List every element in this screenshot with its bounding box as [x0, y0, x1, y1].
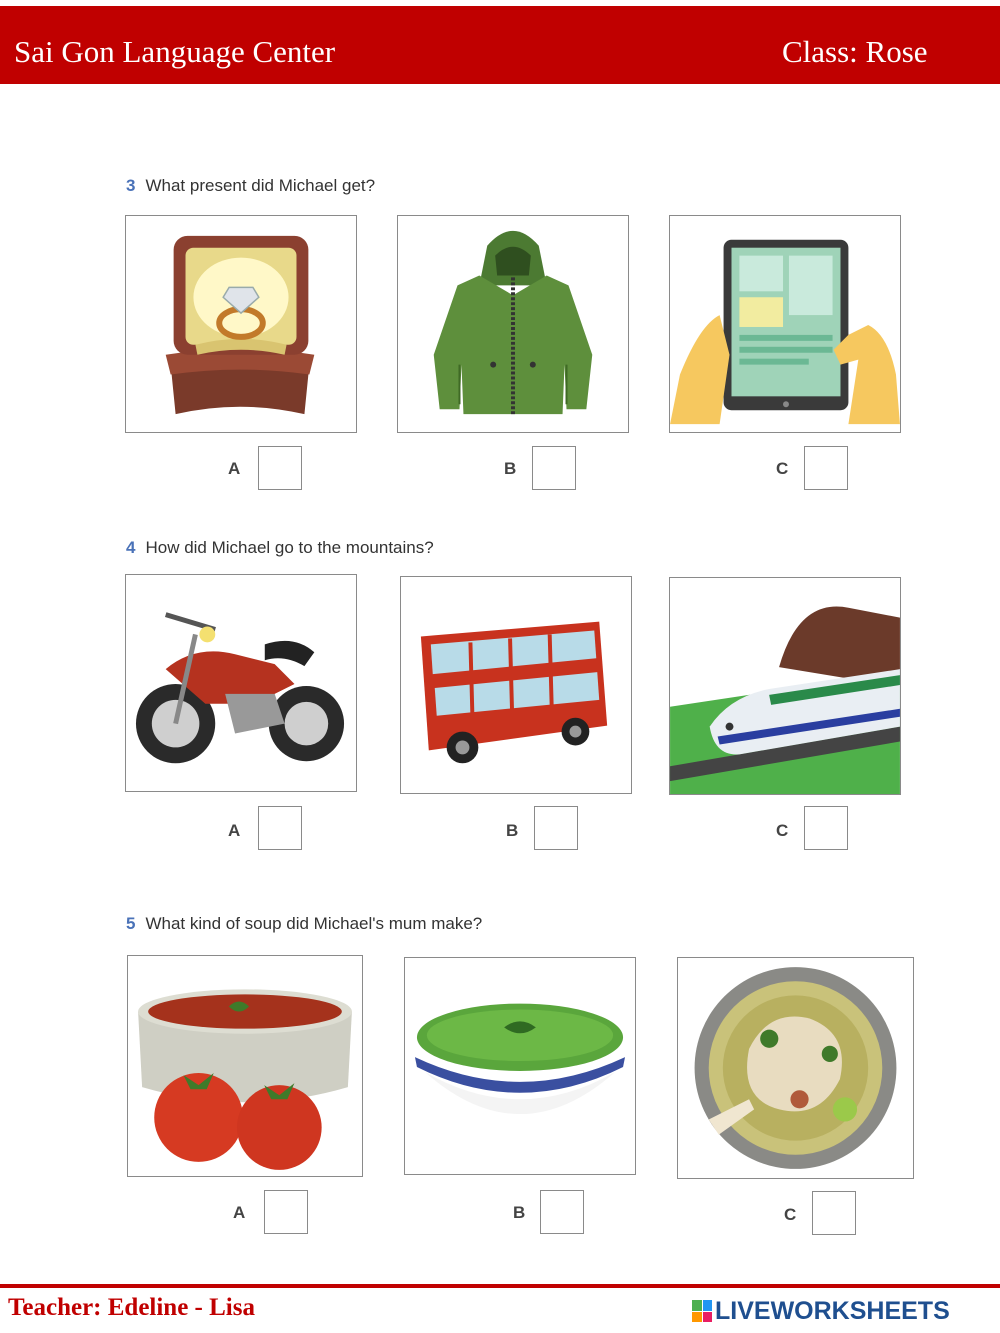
- green-soup-icon: [405, 958, 635, 1174]
- option-a-checkbox[interactable]: [264, 1190, 308, 1234]
- question-4: [118, 534, 930, 864]
- option-a-picture[interactable]: [125, 215, 357, 433]
- header-banner: [0, 6, 1000, 84]
- footer-divider: [0, 1284, 1000, 1288]
- question-text: How did Michael go to the mountains?: [145, 538, 434, 557]
- ring-in-box-icon: [126, 216, 356, 432]
- option-b-picture[interactable]: [404, 957, 636, 1175]
- tablet-icon: [670, 216, 900, 432]
- question-number: 5: [126, 914, 136, 933]
- brand-name: LIVEWORKSHEETS: [715, 1296, 950, 1325]
- question-text: What present did Michael get?: [145, 176, 376, 195]
- question-3-title: [126, 176, 375, 196]
- question-3: [118, 172, 930, 502]
- option-b-picture[interactable]: [397, 215, 629, 433]
- double-decker-bus-icon: [401, 577, 631, 793]
- brand-logo[interactable]: [692, 1296, 950, 1326]
- option-b-checkbox[interactable]: [534, 806, 578, 850]
- option-c-picture[interactable]: [669, 215, 901, 433]
- teacher-name: Teacher: Edeline - Lisa: [8, 1294, 255, 1321]
- option-b-label: B: [513, 1203, 526, 1222]
- option-b-picture[interactable]: [400, 576, 632, 794]
- question-number: 4: [126, 538, 136, 557]
- option-c-label: C: [776, 459, 789, 478]
- option-a-label: A: [233, 1203, 246, 1222]
- option-a-checkbox[interactable]: [258, 446, 302, 490]
- option-c-checkbox[interactable]: [812, 1191, 856, 1235]
- option-a-picture[interactable]: [125, 574, 357, 792]
- question-5: [118, 910, 930, 1245]
- class-name: Class: Rose: [782, 34, 928, 69]
- option-c-checkbox[interactable]: [804, 446, 848, 490]
- option-b-checkbox[interactable]: [532, 446, 576, 490]
- question-text: What kind of soup did Michael's mum make?: [145, 914, 483, 933]
- option-c-label: C: [776, 821, 789, 840]
- liveworksheets-logo-icon: [692, 1300, 712, 1322]
- question-5-title: [126, 914, 482, 934]
- center-name: Sai Gon Language Center: [14, 34, 336, 69]
- motorbike-icon: [126, 575, 356, 791]
- chicken-soup-icon: [678, 958, 913, 1178]
- option-c-picture[interactable]: [677, 957, 914, 1179]
- option-b-checkbox[interactable]: [540, 1190, 584, 1234]
- option-b-label: B: [506, 821, 519, 840]
- question-4-title: [126, 538, 434, 558]
- option-a-label: A: [228, 821, 241, 840]
- option-c-picture[interactable]: [669, 577, 901, 795]
- option-c-checkbox[interactable]: [804, 806, 848, 850]
- option-a-checkbox[interactable]: [258, 806, 302, 850]
- option-a-label: A: [228, 459, 241, 478]
- question-number: 3: [126, 176, 136, 195]
- tomato-soup-icon: [128, 956, 362, 1176]
- bullet-train-icon: [670, 578, 900, 794]
- option-a-picture[interactable]: [127, 955, 363, 1177]
- option-b-label: B: [504, 459, 517, 478]
- green-jacket-icon: [398, 216, 628, 432]
- option-c-label: C: [784, 1205, 797, 1224]
